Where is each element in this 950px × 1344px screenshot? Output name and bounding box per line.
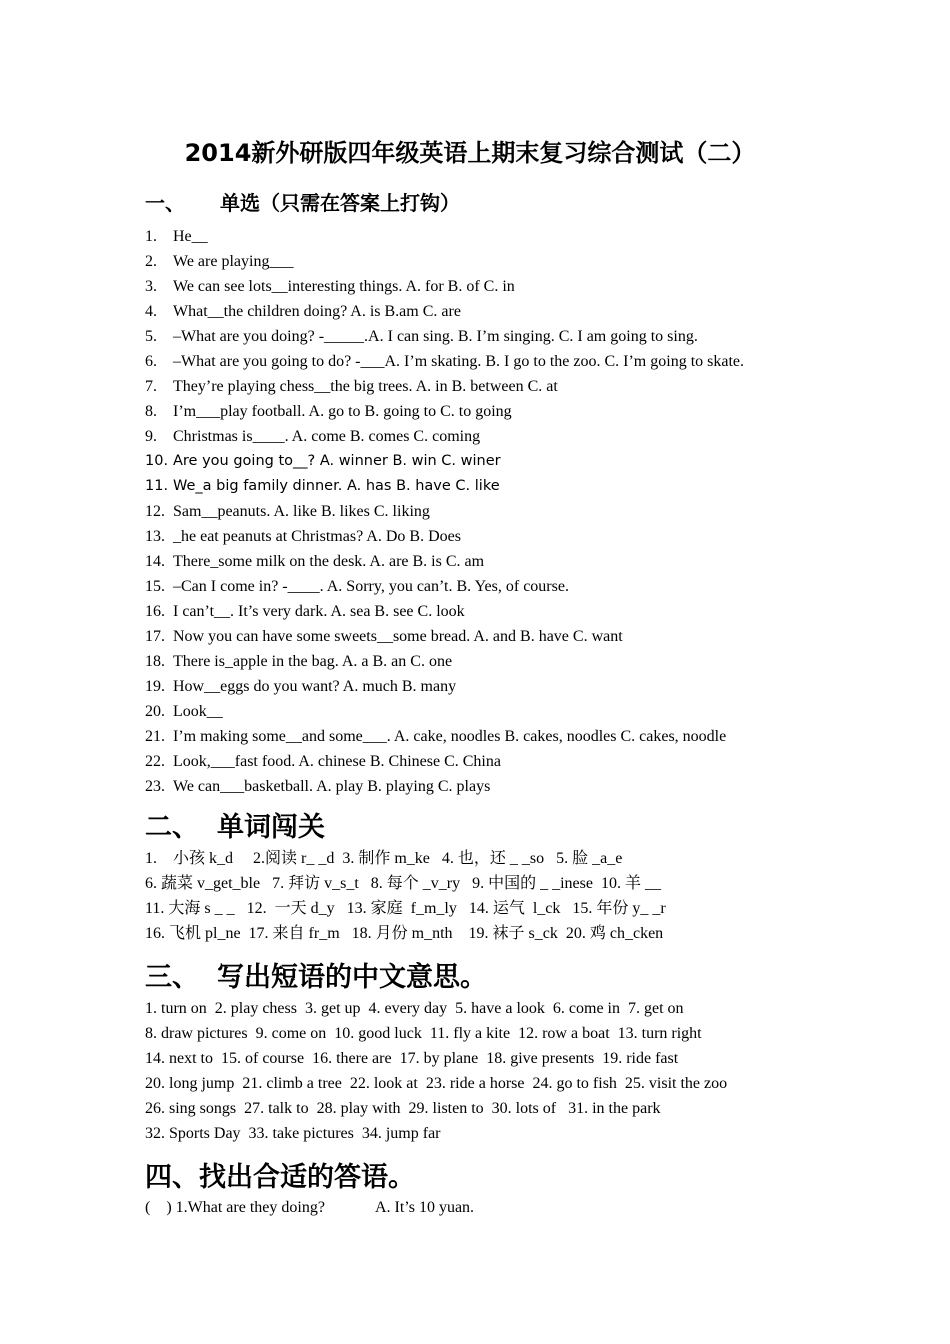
phrase-line: 32. Sports Day 33. take pictures 34. jump far [145, 1125, 441, 1142]
question-item: 23. We can___basketball. A. play B. playing C. plays [145, 778, 491, 795]
question-item: 9. Christmas is____. A. come B. comes C. coming [145, 428, 481, 445]
section-4-title: 四、找出合适的答语。 [145, 1162, 415, 1193]
question-item: 13. _he eat peanuts at Christmas? A. Do B. Does [145, 528, 461, 545]
question-item: 18. There is_apple in the bag. A. a B. an C. one [145, 653, 453, 670]
phrase-line: 8. draw pictures 9. come on 10. good luck 11. fly a kite 12. row a boat 13. turn right [145, 1025, 702, 1042]
section-2-number: 二、 [145, 812, 199, 843]
section-3-number: 三、 [145, 962, 199, 993]
question-item: 12. Sam__peanuts. A. like B. likes C. liking [145, 503, 430, 520]
word-line: 11. 大海 s _ _ 12. 一天 d_y 13. 家庭 f_m_ly 14. 运气 l_ck 15. 年份 y_ _r [145, 900, 666, 917]
match-question: ( ) 1.What are they doing? [145, 1199, 325, 1216]
section-3-heading [145, 955, 487, 994]
section-4-heading [145, 1155, 415, 1194]
question-item: 21. I’m making some__and some___. A. cake, noodles B. cakes, noodles C. cakes, noodle [145, 728, 727, 745]
section-1-title: 单选（只需在答案上打钩） [220, 191, 460, 215]
question-item: 22. Look,___fast food. A. chinese B. Chinese C. China [145, 753, 501, 770]
section-3-title: 写出短语的中文意思。 [217, 962, 487, 993]
phrase-line: 20. long jump 21. climb a tree 22. look at 23. ride a horse 24. go to fish 25. visit the zoo [145, 1075, 728, 1092]
word-line: 6. 蔬菜 v_get_ble 7. 拜访 v_s_t 8. 每个 _v_ry 9. 中国的 _ _inese 10. 羊 __ [145, 875, 661, 892]
question-item: 16. I can’t__. It’s very dark. A. sea B. see C. look [145, 603, 465, 620]
section-2-heading [145, 805, 325, 844]
question-item: 2. We are playing___ [145, 253, 294, 270]
question-item: 10. Are you going to__? A. winner B. win C. winer [145, 453, 501, 469]
section-2-title: 单词闯关 [217, 812, 325, 843]
question-item: 19. How__eggs do you want? A. much B. many [145, 678, 457, 695]
question-item: 7. They’re playing chess__the big trees. A. in B. between C. at [145, 378, 558, 395]
question-item: 8. I’m___play football. A. go to B. going to C. to going [145, 403, 512, 420]
question-item: 6. –What are you going to do? -___A. I’m skating. B. I go to the zoo. C. I’m going to skate. [145, 353, 745, 370]
question-item: 15. –Can I come in? -____. A. Sorry, you can’t. B. Yes, of course. [145, 578, 569, 595]
match-item [145, 1195, 474, 1220]
question-item: 17. Now you can have some sweets__some bread. A. and B. have C. want [145, 628, 623, 645]
question-item: 20. Look__ [145, 703, 223, 720]
word-line: 1. 小孩 k_d 2.阅读 r_ _d 3. 制作 m_ke 4. 也，还 _ _so 5. 脸 _a_e [145, 850, 623, 867]
section-1-number: 一、 [145, 191, 185, 215]
page-title: 2014新外研版四年级英语上期末复习综合测试（二） [184, 139, 756, 167]
question-item: 5. –What are you doing? -_____.A. I can sing. B. I’m singing. C. I am going to sing. [145, 328, 698, 345]
question-item: 1. He__ [145, 228, 208, 245]
question-item: 4. What__the children doing? A. is B.am C. are [145, 303, 461, 320]
section-1-heading [145, 187, 460, 216]
question-item: 11. We_a big family dinner. A. has B. have C. like [145, 478, 500, 494]
phrase-line: 14. next to 15. of course 16. there are 17. by plane 18. give presents 19. ride fast [145, 1050, 679, 1067]
match-answer: A. It’s 10 yuan. [374, 1199, 475, 1216]
question-item: 14. There_some milk on the desk. A. are B. is C. am [145, 553, 485, 570]
question-item: 3. We can see lots__interesting things. A. for B. of C. in [145, 278, 515, 295]
word-line: 16. 飞机 pl_ne 17. 来自 fr_m 18. 月份 m_nth 19. 袜子 s_ck 20. 鸡 ch_cken [145, 925, 664, 942]
phrase-line: 1. turn on 2. play chess 3. get up 4. every day 5. have a look 6. come in 7. get on [145, 1000, 684, 1017]
phrase-line: 26. sing songs 27. talk to 28. play with 29. listen to 30. lots of 31. in the park [145, 1100, 661, 1117]
